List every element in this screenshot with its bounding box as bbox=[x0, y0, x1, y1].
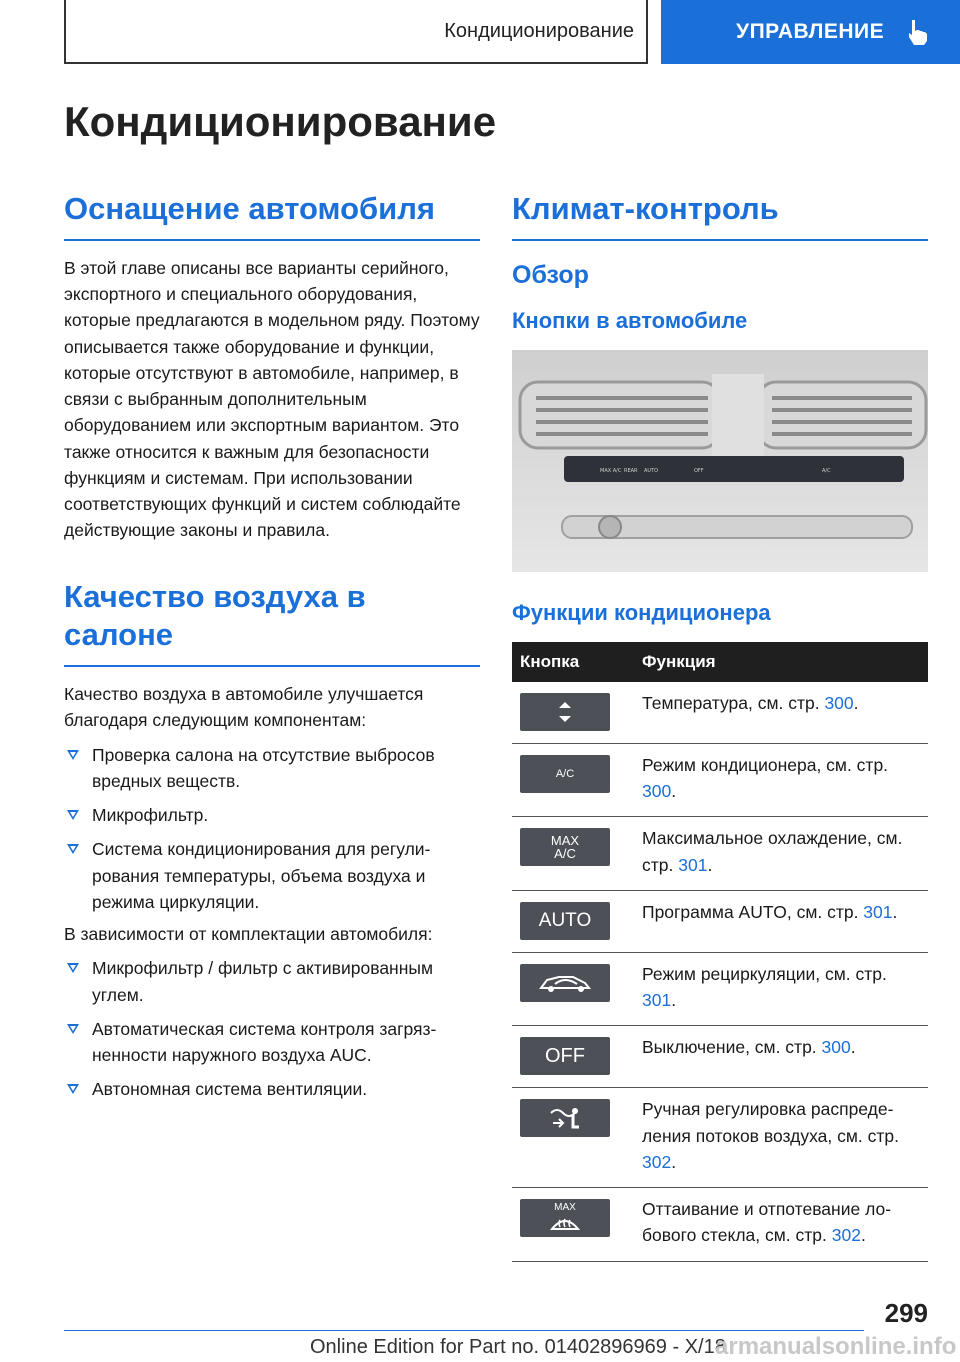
function-text: Оттаивание и отпотевание лобового стекла, см. стр. bbox=[642, 1199, 892, 1246]
footer-edition: Online Edition for Part no. 01402896969 - X/18 bbox=[310, 1336, 726, 1358]
function-text: Программа AUTO, см. стр. bbox=[642, 901, 864, 922]
table-row bbox=[512, 682, 928, 744]
footer-divider bbox=[64, 1330, 864, 1331]
table-row bbox=[512, 743, 928, 817]
list-item: Проверка салона на отсутствие выбросов вредных веществ. bbox=[64, 742, 480, 795]
paragraph-depends: В зависимости от комплектации автомобиля: bbox=[64, 924, 433, 944]
list-item: Микрофильтр. bbox=[64, 802, 480, 828]
paragraph-equipment: В этой главе описаны все варианты серийного, экспортного и специального оборудования, которые предлагаются в модельном ряду. Поэтому описывается также оборудование и функции, которые отсутствуют в автомобиле, например, в связи с выбранным дополнительным оборудованием или экспортным вариантом. Это также относится к важным для безопасности функциям и системам. При использовании соответствующих функций и систем соблюдайте действующие законы и правила. bbox=[64, 257, 480, 541]
period: . bbox=[850, 1037, 856, 1058]
optional-components-list bbox=[64, 955, 480, 1102]
list-item: Автоматическая система контроля загрязненности наружного воздуха AUC. bbox=[64, 1016, 480, 1069]
list-item: Микрофильтр / фильтр с активированным углем. bbox=[64, 955, 480, 1008]
panel-label: MAX A/C bbox=[600, 467, 622, 474]
period: . bbox=[707, 854, 713, 875]
period: . bbox=[892, 901, 898, 922]
table-row bbox=[512, 817, 928, 891]
page-title: Кондиционирование bbox=[64, 98, 497, 145]
period: . bbox=[853, 692, 859, 713]
function-text: Максимальное охлаждение, см. стр. bbox=[642, 828, 903, 875]
page-link[interactable]: 301 bbox=[678, 854, 708, 875]
panel-label: A/C bbox=[822, 467, 831, 474]
table-row bbox=[512, 1188, 928, 1262]
heading-buttons-in-car: Кнопки в автомобиле bbox=[512, 307, 748, 333]
function-text: Режим кондиционера, см. стр. bbox=[642, 754, 889, 775]
page-link[interactable]: 302 bbox=[642, 1151, 672, 1172]
header-section bbox=[64, 0, 648, 64]
max-ac-label: MAX A/C bbox=[550, 833, 580, 862]
function-text: Ручная регулировка распределения потоков воздуха, см. стр. bbox=[642, 1099, 899, 1146]
list-item: Система кондиционирования для регулирования температуры, объема воздуха и режима циркуляции. bbox=[64, 836, 480, 915]
page-link[interactable]: 301 bbox=[863, 901, 893, 922]
page-link[interactable]: 300 bbox=[824, 692, 854, 713]
ac-label: A/C bbox=[555, 767, 575, 780]
heading-ac-functions: Функции кондиционера bbox=[512, 599, 771, 625]
air-distribution-icon bbox=[520, 1099, 610, 1137]
right-column bbox=[512, 190, 928, 1262]
pointing-hand-icon bbox=[906, 18, 930, 46]
header-section-label: Кондиционирование bbox=[444, 19, 634, 42]
heading-air-quality: Качество воздуха в салоне bbox=[64, 578, 480, 668]
period: . bbox=[860, 1225, 866, 1246]
air-components-list bbox=[64, 742, 480, 916]
auto-icon bbox=[520, 902, 610, 940]
off-icon bbox=[520, 1037, 610, 1075]
heading-climate-control: Климат-контроль bbox=[512, 190, 928, 241]
heading-equipment: Оснащение автомобиля bbox=[64, 190, 480, 241]
period: . bbox=[671, 1151, 677, 1172]
column-header-function: Функция bbox=[634, 642, 928, 682]
page-link[interactable]: 300 bbox=[642, 781, 672, 801]
max-label: MAX bbox=[554, 1202, 576, 1213]
page-link[interactable]: 300 bbox=[821, 1037, 851, 1058]
column-header-button: Кнопка bbox=[512, 642, 634, 682]
temperature-arrows-icon bbox=[520, 693, 610, 731]
ac-icon bbox=[520, 755, 610, 793]
recirculation-icon bbox=[520, 964, 610, 1002]
function-text: Режим рециркуляции, см. стр. bbox=[642, 963, 887, 984]
page-number: 299 bbox=[884, 1298, 928, 1328]
panel-label: AUTO bbox=[644, 467, 659, 474]
heading-overview: Обзор bbox=[512, 260, 589, 289]
watermark: armanualsonline.info bbox=[715, 1333, 957, 1360]
climate-panel-photo bbox=[512, 350, 928, 572]
max-defrost-icon bbox=[520, 1199, 610, 1237]
page-link[interactable]: 301 bbox=[642, 990, 672, 1010]
function-text: Температура, см. стр. bbox=[642, 692, 825, 713]
list-item: Автономная система вентиляции. bbox=[64, 1076, 480, 1102]
left-column bbox=[64, 190, 480, 1103]
panel-label: REAR bbox=[624, 467, 638, 474]
function-text: Выключение, см. стр. bbox=[642, 1037, 822, 1058]
header-chapter[interactable] bbox=[661, 0, 960, 64]
panel-label: OFF bbox=[694, 467, 704, 474]
page-link[interactable]: 302 bbox=[831, 1225, 861, 1246]
table-row bbox=[512, 890, 928, 952]
functions-table bbox=[512, 642, 928, 1262]
table-row bbox=[512, 1026, 928, 1088]
off-label: OFF bbox=[545, 1045, 585, 1068]
period: . bbox=[671, 781, 677, 801]
table-row bbox=[512, 952, 928, 1026]
period: . bbox=[671, 990, 677, 1010]
max-ac-icon bbox=[520, 828, 610, 866]
header-chapter-label: УПРАВЛЕНИЕ bbox=[736, 20, 885, 43]
paragraph-air-quality: Качество воздуха в автомобиле улучшается благодаря следующим компонентам: bbox=[64, 684, 424, 731]
table-row bbox=[512, 1088, 928, 1188]
auto-label: AUTO bbox=[538, 909, 592, 931]
